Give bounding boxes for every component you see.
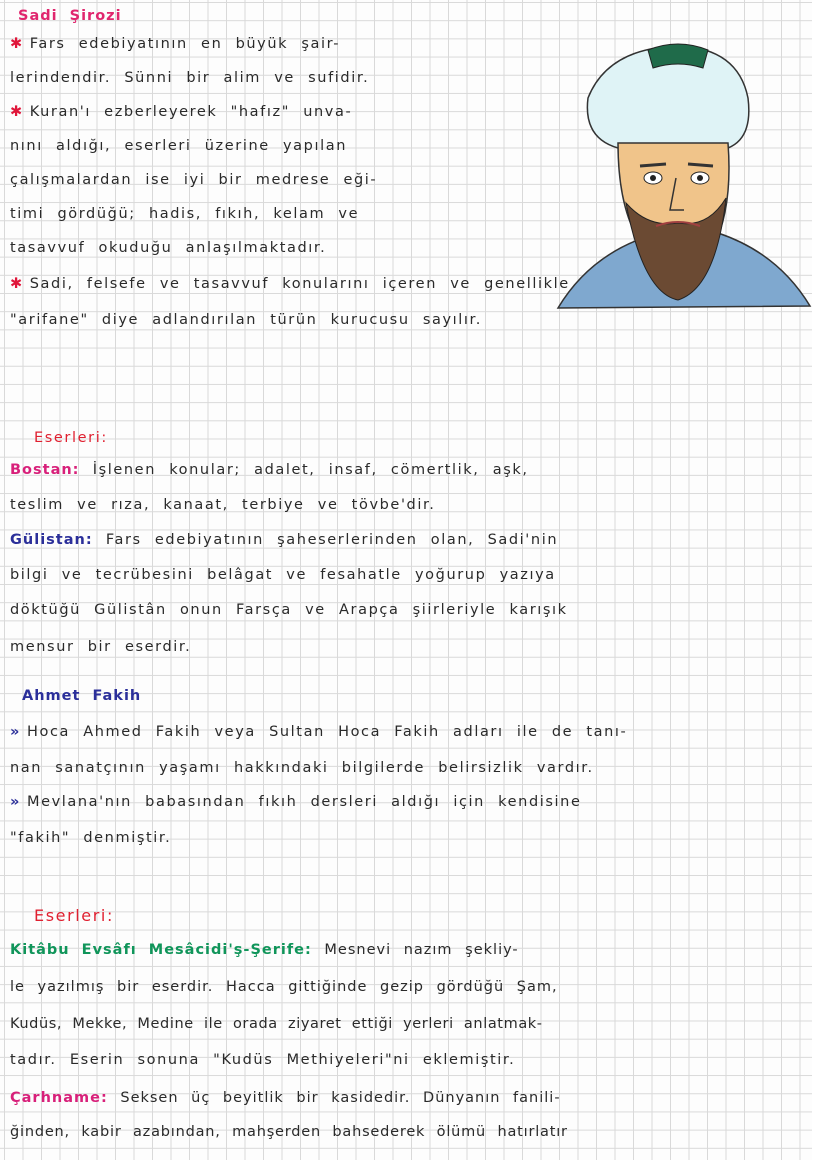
works-heading: Eserleri:: [34, 906, 114, 925]
work-title-kitabu: Kitâbu Evsâfı Mesâcidi'ş-Şerife:: [10, 942, 312, 958]
star-icon: ✱: [10, 276, 24, 292]
text-line: Kudüs, Mekke, Medine ile orada ziyaret ettiği yerleri anlatmak-: [10, 1016, 543, 1032]
section-title-sadi: Sadi Şirozi: [18, 8, 122, 24]
text-line: İşlenen konular; adalet, insaf, cömertlik, aşk,: [92, 462, 529, 478]
text-line: çalışmalardan ise iyi bir medrese eği-: [10, 172, 378, 188]
text-line: Kuran'ı ezberleyerek "hafız" unva-: [29, 104, 353, 120]
text-line: "arifane" diye adlandırılan türün kurucusu sayılır.: [10, 312, 482, 328]
double-chevron-icon: »: [10, 724, 21, 740]
work-title-gulistan: Gülistan:: [10, 532, 93, 548]
text-line: döktüğü Gülistân onun Farsça ve Arapça şiirleriyle karışık: [10, 602, 568, 618]
section-title-ahmet: Ahmet Fakih: [22, 688, 142, 704]
text-line: Fars edebiyatının en büyük şair-: [29, 36, 341, 52]
star-icon: ✱: [10, 36, 24, 52]
text-line: le yazılmış bir eserdir. Hacca gittiğinde gezip gördüğü Şam,: [10, 979, 558, 995]
text-line: nan sanatçının yaşamı hakkındaki bilgilerde belirsizlik vardır.: [10, 760, 594, 776]
text-line: Fars edebiyatının şaheserlerinden olan, Sadi'nin: [105, 532, 559, 548]
text-line: nını aldığı, eserleri üzerine yapılan: [10, 138, 347, 154]
text-line: Sadi, felsefe ve tasavvuf konularını içeren ve genellikle: [29, 276, 570, 292]
text-line: teslim ve rıza, kanaat, terbiye ve tövbe'dir.: [10, 497, 436, 513]
work-title-carhname: Çarhname:: [10, 1090, 108, 1106]
text-line: Mesnevi nazım şekliy-: [324, 942, 519, 958]
text-line: "fakih" denmiştir.: [10, 830, 172, 846]
text-line: Hoca Ahmed Fakih veya Sultan Hoca Fakih adları ile de tanı-: [26, 724, 628, 740]
text-line: Seksen üç beyitlik bir kasidedir. Dünyanın fanili-: [120, 1090, 561, 1106]
text-line: timi gördüğü; hadis, fıkıh, kelam ve: [10, 206, 360, 222]
text-line: tasavvuf okuduğu anlaşılmaktadır.: [10, 240, 327, 256]
text-line: ğinden, kabir azabından, mahşerden bahsederek ölümü hatırlatır: [10, 1124, 568, 1140]
work-title-bostan: Bostan:: [10, 462, 80, 478]
text-line: tadır. Eserin sonuna "Kudüs Methiyeleri"ni eklemiştir.: [10, 1052, 516, 1068]
text-line: Mevlana'nın babasından fıkıh dersleri aldığı için kendisine: [26, 794, 582, 810]
text-line: mensur bir eserdir.: [10, 639, 192, 655]
works-heading: Eserleri:: [34, 430, 108, 446]
double-chevron-icon: »: [10, 794, 21, 810]
star-icon: ✱: [10, 104, 24, 120]
sadi-portrait-illustration: [548, 38, 813, 310]
text-line: lerindendir. Sünni bir alim ve sufidir.: [10, 70, 370, 86]
text-line: bilgi ve tecrübesini belâgat ve fesahatle yoğurup yazıya: [10, 567, 556, 583]
